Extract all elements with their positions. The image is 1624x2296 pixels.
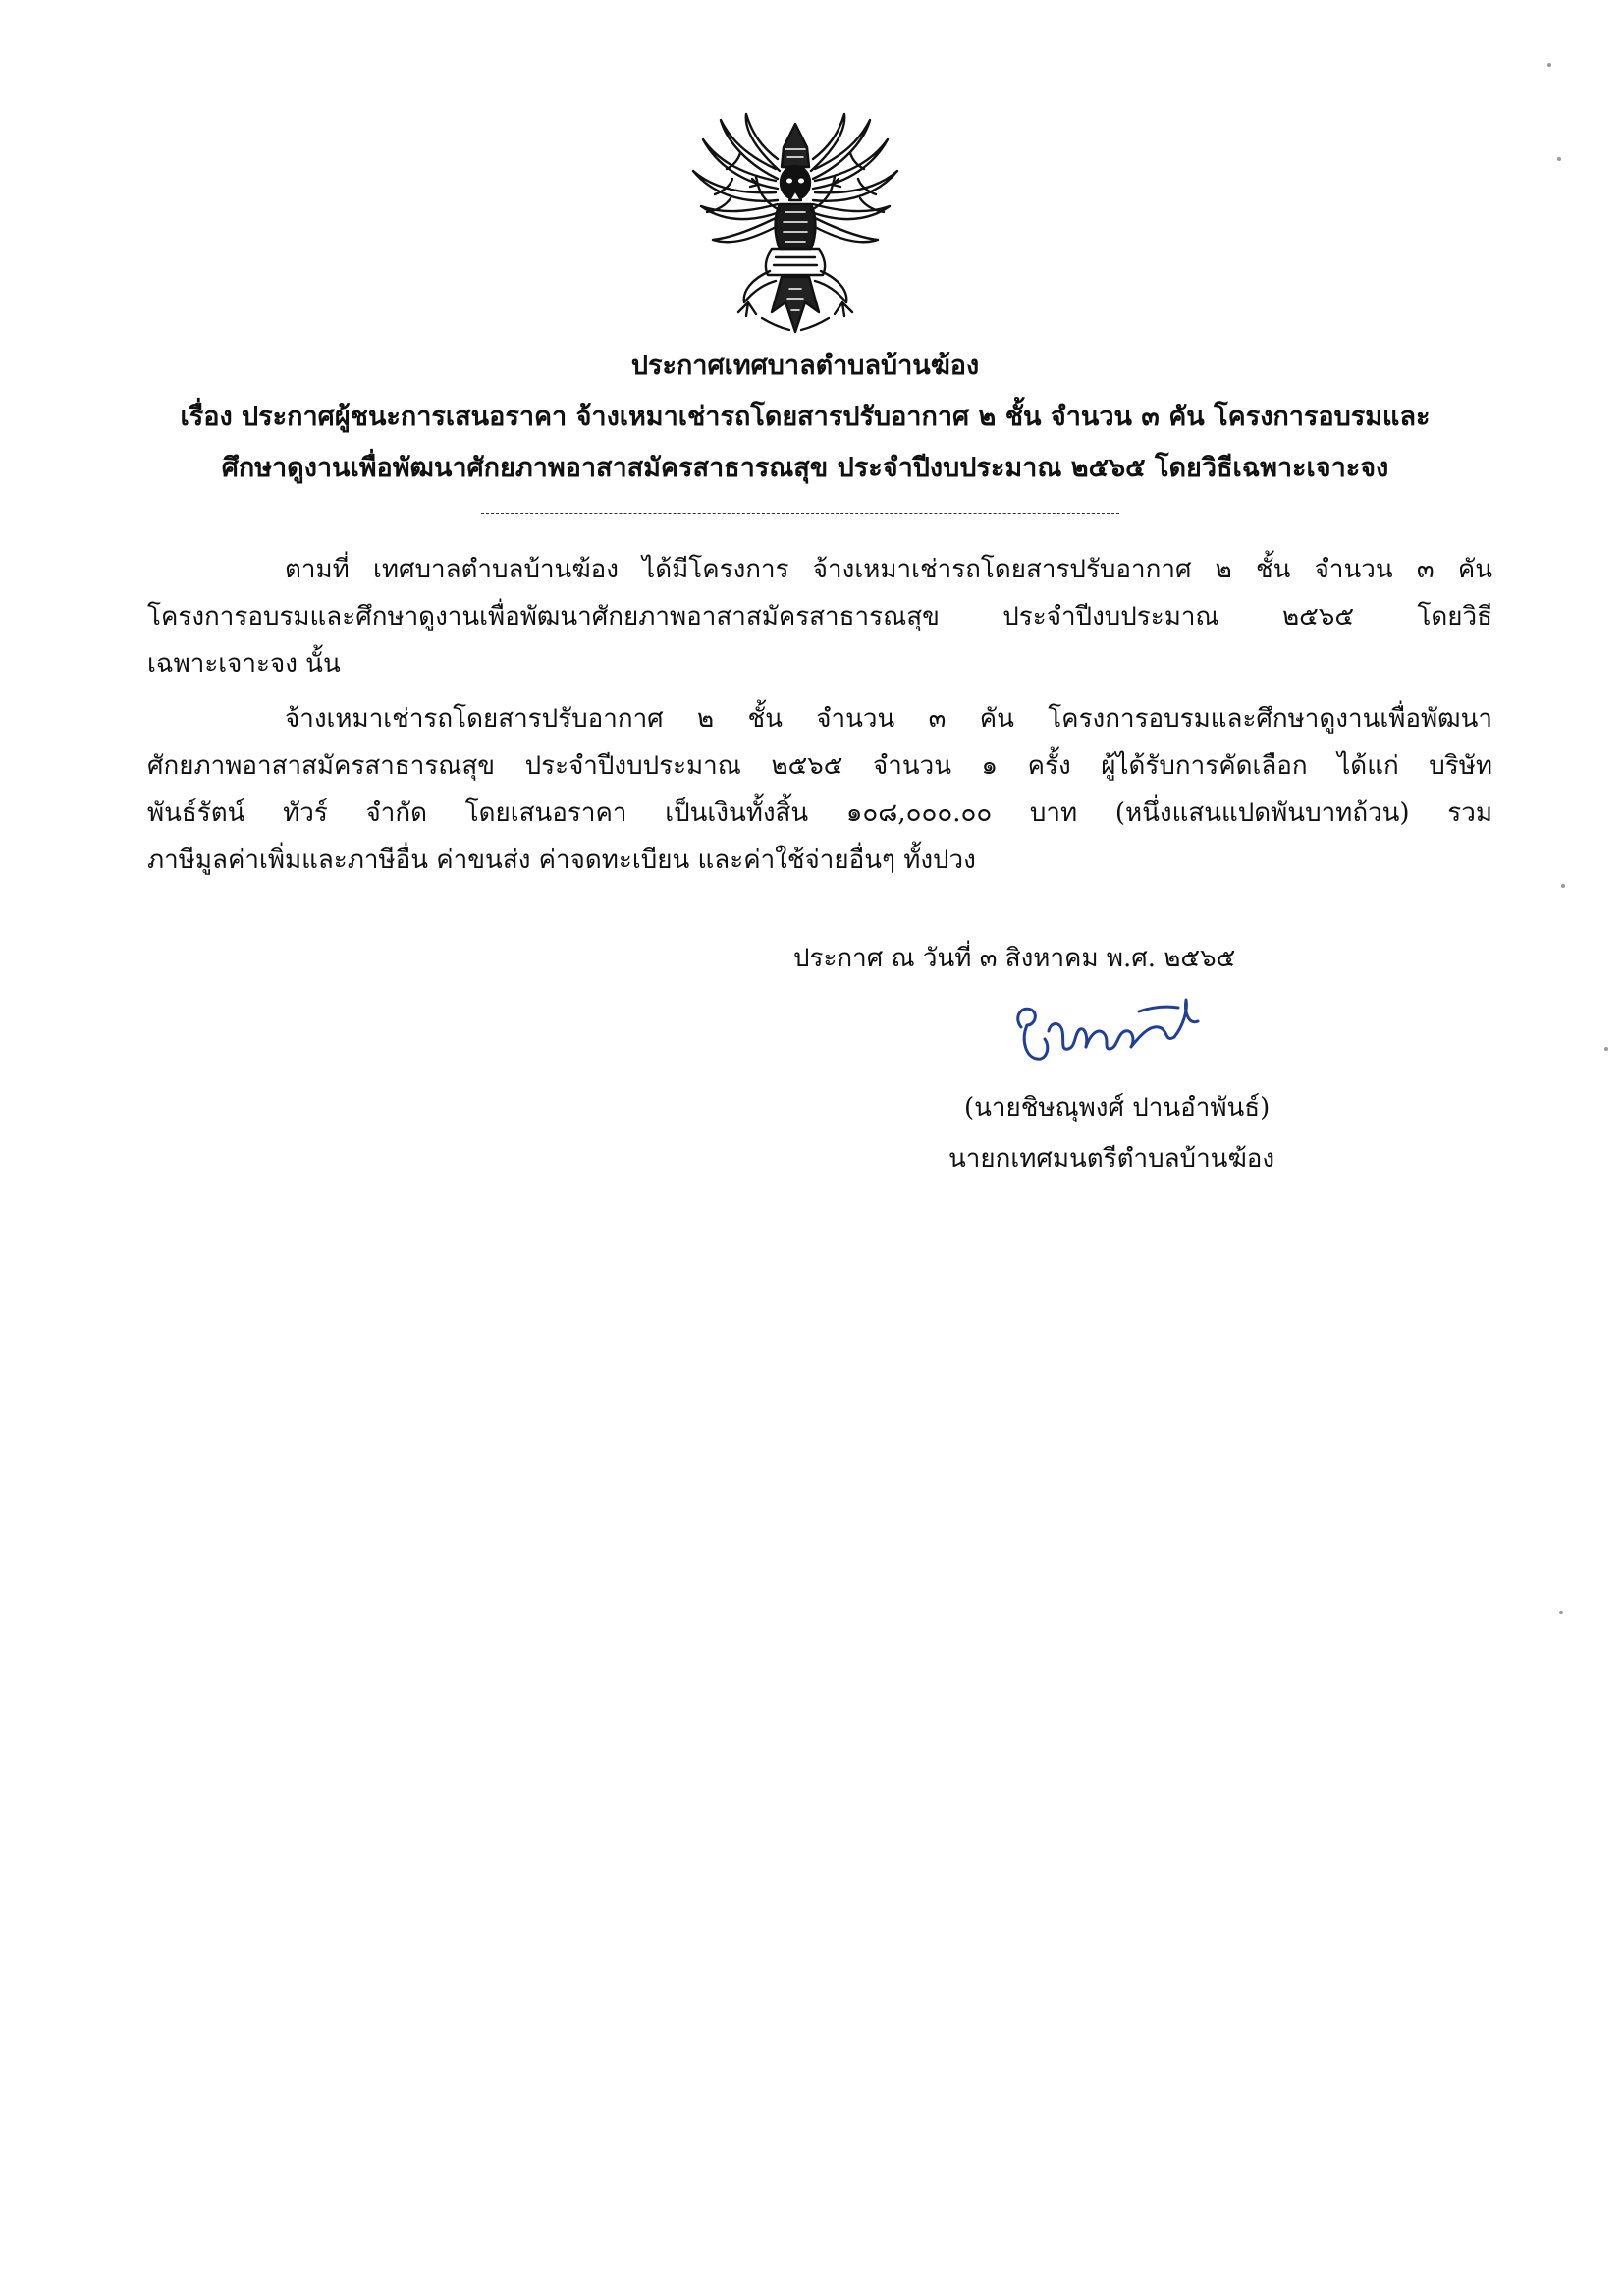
paragraph-2 [147,695,1492,884]
paragraph-1 [147,546,1492,687]
subject-line-1: เรื่อง ประกาศผู้ชนะการเสนอราคา จ้างเหมาเช่ารถโดยสารปรับอากาศ ๒ ชั้น จำนวน ๓ คัน โครงการอบรมและ [180,402,1431,432]
paragraph-1-line: เฉพาะเจาะจง นั้น [147,649,341,679]
paragraph-2-line: จ้างเหมาเช่ารถโดยสารปรับอากาศ ๒ ชั้น จำนวน ๓ คัน โครงการอบรมและศึกษาดูงานเพื่อพัฒนา [285,704,1492,734]
announcement-date: ประกาศ ณ วันที่ ๓ สิงหาคม พ.ศ. ๒๕๖๕ [793,944,1236,973]
scan-speck [1604,1047,1608,1051]
scan-speck [1559,1611,1563,1614]
handwritten-signature [992,982,1218,1070]
paragraph-2-line: ศักยภาพอาสาสมัครสาธารณสุข ประจำปีงบประมาณ ๒๕๖๕ จำนวน ๑ ครั้ง ผู้ได้รับการคัดเลือก ได้แก่ บริษัท [147,751,1492,781]
paragraph-1-line: ตามที่ เทศบาลตำบลบ้านฆ้อง ได้มีโครงการ จ้างเหมาเช่ารถโดยสารปรับอากาศ ๒ ชั้น จำนวน ๓ คัน [285,555,1492,584]
signer-name: (นายชิษณุพงศ์ ปานอำพันธ์) [964,1093,1271,1122]
scan-speck [1561,884,1565,888]
subject-line-2: ศึกษาดูงานเพื่อพัฒนาศักยภาพอาสาสมัครสาธารณสุข ประจำปีงบประมาณ ๒๕๖๕ โดยวิธีเฉพาะเจาะจง [221,453,1389,483]
dashed-divider [481,513,1119,514]
paragraph-2-line: พันธ์รัตน์ ทัวร์ จำกัด โดยเสนอราคา เป็นเงินทั้งสิ้น ๑๐๘,๐๐๐.๐๐ บาท (หนึ่งแสนแปดพันบาทถ้วน) รวม [147,798,1492,828]
paragraph-1-line: โครงการอบรมและศึกษาดูงานเพื่อพัฒนาศักยภาพอาสาสมัครสาธารณสุข ประจำปีงบประมาณ ๒๕๖๕ โดยวิธี [147,602,1492,631]
paragraph-2-line: ภาษีมูลค่าเพิ่มและภาษีอื่น ค่าขนส่ง ค่าจดทะเบียน และค่าใช้จ่ายอื่นๆ ทั้งปวง [147,846,976,875]
scan-speck [1557,157,1561,161]
scan-speck [1547,63,1551,67]
announcement-title: ประกาศเทศบาลตำบลบ้านฆ้อง [630,351,980,381]
garuda-emblem [687,110,903,338]
signer-title: นายกเทศมนตรีตำบลบ้านฆ้อง [948,1144,1275,1174]
